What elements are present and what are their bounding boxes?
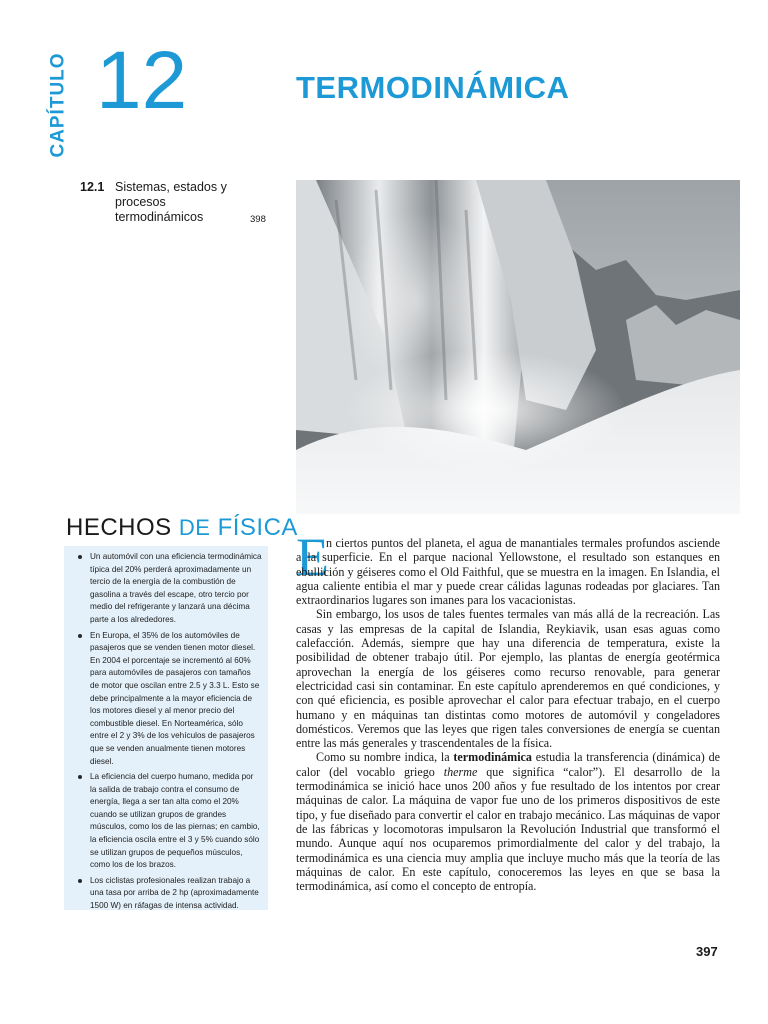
toc-section-title: Sistemas, estados y procesos termodinámicos [115,180,227,224]
chapter-label-text: CAPÍTULO [48,52,70,158]
chapter-opening-photo [296,180,740,514]
paragraph-1-text: n ciertos puntos del planeta, el agua de manantiales termales profundos asciende a la superficie. En el parque nacional Yellowstone, el resultado son estanques en ebullición y géiseres como el Old Faithful, que se muestra en la imagen. En Islandia, el agua caliente entibia el mar y puede crear cálidas lagunas rodeadas por glaciares. Tan extraordinarios lugares son imanes para los vacacionistas. [296,536,720,608]
paragraph-3-text-a: Como su nombre indica, la [316,750,454,765]
term-therme: therme [443,764,478,779]
facts-list [78,551,262,916]
chapter-title: TERMODINÁMICA [296,70,570,105]
chapter-number: 12 [96,35,188,126]
facts-heading-word-2: DE [178,515,211,540]
drop-cap: E [296,527,329,587]
geyser-photo-illustration [296,180,740,514]
facts-heading [66,514,298,542]
paragraph-1 [296,536,720,607]
facts-heading-word-1: HECHOS [66,514,172,541]
toc-page-number: 398 [250,214,266,225]
facts-list-item: Un automóvil con una eficiencia termodinámica típica del 20% perderá aproximadamente un tercio de la energía de la combustión de gasolina a través del escape, otro tercio por medio del refrigerante y lanzará una décima parte a los alrededores. [78,551,262,627]
facts-list-item: En Europa, el 35% de los automóviles de pasajeros que se venden tienen motor diesel. En 2004 el porcentaje se incrementó al 60% para automóviles de pasajeros con tamaños de motor que oscilan entre 2.5 y 3.3 L. Esto se debe principalmente a la mayor eficiencia de los motores diesel y al menor precio del combustible diesel. En Norteamérica, sólo entre el 2 y 3% de los vehículos de pasajeros que se venden anualmente tienen motores diesel. [78,630,262,769]
facts-heading-word-3: FÍSICA [217,514,298,541]
paragraph-2: Sin embargo, los usos de tales fuentes termales van más allá de la recreación. Las casas y las empresas de la capital de Islandia, Reykiavik, usan esas aguas como calefacción. Además, siempre que hay una diferencia de temperatura, existe la posibilidad de obtener trabajo útil. Por ejemplo, las plantas de energía geotérmica aprovechan la energía de los géiseres como recurso renovable, para generar electricidad casi sin contaminar. En este capítulo aprenderemos en qué condiciones, y con qué eficiencia, es posible aprovechar el calor para efectuar trabajo, en el cuerpo humano y en máquinas tan distintas como motores de automóvil y congeladores domésticos. Veremos que las leyes que rigen tales conversiones de energía se cuentan entre las más generales y trascendentales de la física. [296,607,720,751]
chapter-label [44,50,74,160]
paragraph-3-text-b: estudia la transferencia (dinámica) de calor (del vocablo griego [296,750,720,779]
paragraph-3-text-c: que significa “calor”). El desarrollo de la termodinámica se inició hace unos 200 años y fue resultado de los intentos por crear máquinas de calor. La máquina de vapor fue uno de los primeros dispositivos de este tipo, y fue diseñado para convertir el calor en trabajo mecánico. Las máquinas de vapor de las fábricas y locomotoras impulsaron la Revolución Industrial que transformó el mundo. Aunque aquí nos ocuparemos primordialmente del calor y del trabajo, la termodinámica es una ciencia muy amplia que incluye mucho más que la teoría de las máquinas de calor. En este capítulo, conoceremos las leyes en que se basa la termodinámica, así como el concepto de entropía. [296,764,720,894]
facts-list-item: Los ciclistas profesionales realizan trabajo a una tasa por arriba de 2 hp (aproximadamente 1500 W) en ráfagas de intensa actividad. [78,875,262,913]
term-termodinamica: termodinámica [453,750,532,765]
body-text [296,536,720,893]
facts-list-item: La eficiencia del cuerpo humano, medida por la salida de trabajo contra el consumo de energía, llega a ser tan alta como el 20% cuando se utilizan grupos de grandes músculos, como los de las piernas; en cambio, la eficiencia oscila entre el 3 y 5% cuando sólo se utilizan grupos de pequeños músculos, como los de los brazos. [78,771,262,872]
paragraph-3 [296,750,720,893]
toc-section-number: 12.1 [80,180,105,194]
page-number: 397 [696,944,718,959]
